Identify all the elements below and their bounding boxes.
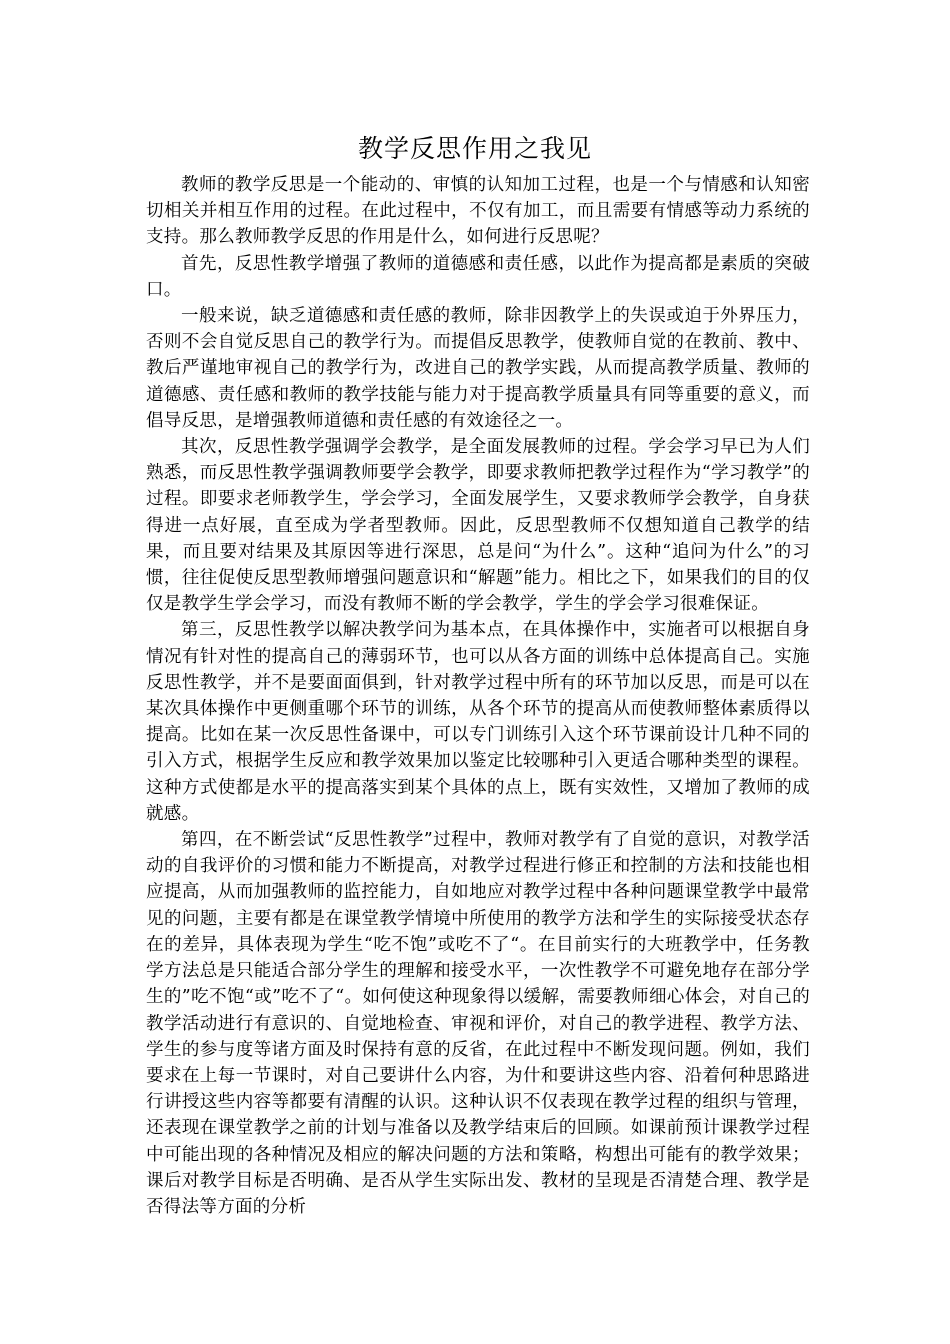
document-title: 教学反思作用之我见 <box>357 134 592 163</box>
paragraph-first-point: 首先，反思性教学增强了教师的道德感和责任感，以此作为提高都是素质的突破口。 <box>146 253 810 300</box>
paragraph-first-point-detail: 一般来说，缺乏道德感和责任感的教师，除非因教学上的失误或迫于外界压力，否则不会自觉反思自己的教学行为。而提倡反思教学，使教师自觉的在教前、教中、教后严谨地审视自己的教学行为，改进自己的教学实践，从而提高教学质量、教师的道德感、责任感和教师的教学技能与能力对于提高教学质量具有同等重要的意义，而倡导反思，是增强教师道德和责任感的有效途径之一。 <box>146 306 810 431</box>
paragraph-second-point: 其次，反思性教学强调学会教学，是全面发展教师的过程。学会学习早已为人们熟悉，而反思性教学强调教师要学会教学，即要求教师把教学过程作为“学习教学”的过程。即要求老师教学生，学会学习，全面发展学生，又要求教师学会教学，自身获得进一点好展，直至成为学者型教师。因此，反思型教师不仅想知道自己教学的结果，而且要对结果及其原因等进行深思，总是问“为什么”。这种“追问为什么”的习惯，往往促使反思型教师增强问题意识和“解题”能力。相比之下，如果我们的目的仅仅是教学生学会学习，而没有教师不断的学会教学，学生的学会学习很难保证。 <box>146 437 810 615</box>
document-body <box>146 172 810 1220</box>
paragraph-intro: 教师的教学反思是一个能动的、审慎的认知加工过程，也是一个与情感和认知密切相关并相互作用的过程。在此过程中，不仅有加工，而且需要有情感等动力系统的支持。那么教师教学反思的作用是什么，如何进行反思呢？ <box>146 175 810 248</box>
paragraph-fourth-point: 第四，在不断尝试“反思性教学”过程中，教师对教学有了自觉的意识，对教学活动的自我评价的习惯和能力不断提高，对教学过程进行修正和控制的方法和技能也相应提高，从而加强教师的监控能力，自如地应对教学过程中各种问题课堂教学中最常见的问题，主要有都是在课堂教学情境中所使用的教学方法和学生的实际接受状态存在的差异，具体表现为学生“吃不饱”或吃不了“。在目前实行的大班教学中，任务教学方法总是只能适合部分学生的理解和接受水平，一次性教学不可避免地存在部分学生的”吃不饱“或”吃不了“。如何使这种现象得以缓解，需要教师细心体会，对自己的教学活动进行有意识的、自觉地检查、审视和评价，对自己的教学进程、教学方法、学生的参与度等诸方面及时保持有意的反省，在此过程中不断发现问题。例如，我们要求在上每一节课时，对自己要讲什么内容，为什和要讲这些内容、沿着何种思路进行讲授这些内容等都要有清醒的认识。这种认识不仅表现在教学过程的组织与管理，还表现在课堂教学之前的计划与准备以及教学结束后的回顾。如课前预计课教学过程中可能出现的各种情况及相应的解决问题的方法和策略，构想出可能有的教学效果；课后对教学目标是否明确、是否从学生实际出发、教材的呈现是否清楚合理、教学是否得法等方面的分析 <box>146 830 810 1217</box>
paragraph-third-point: 第三，反思性教学以解决教学问为基本点，在具体操作中，实施者可以根据自身情况有针对性的提高自己的薄弱环节，也可以从各方面的训练中总体提高自己。实施反思性教学，并不是要面面俱到，针对教学过程中所有的环节加以反思，而是可以在某次具体操作中更侧重哪个环节的训练，从各个环节的提高从而使教师整体素质得以提高。比如在某一次反思性备课中，可以专门训练引入这个环节课前设计几种不同的引入方式，根据学生反应和教学效果加以鉴定比较哪种引入更适合哪种类型的课程。这种方式使都是水平的提高落实到某个具体的点上，既有实效性，又增加了教师的成就感。 <box>146 620 810 824</box>
